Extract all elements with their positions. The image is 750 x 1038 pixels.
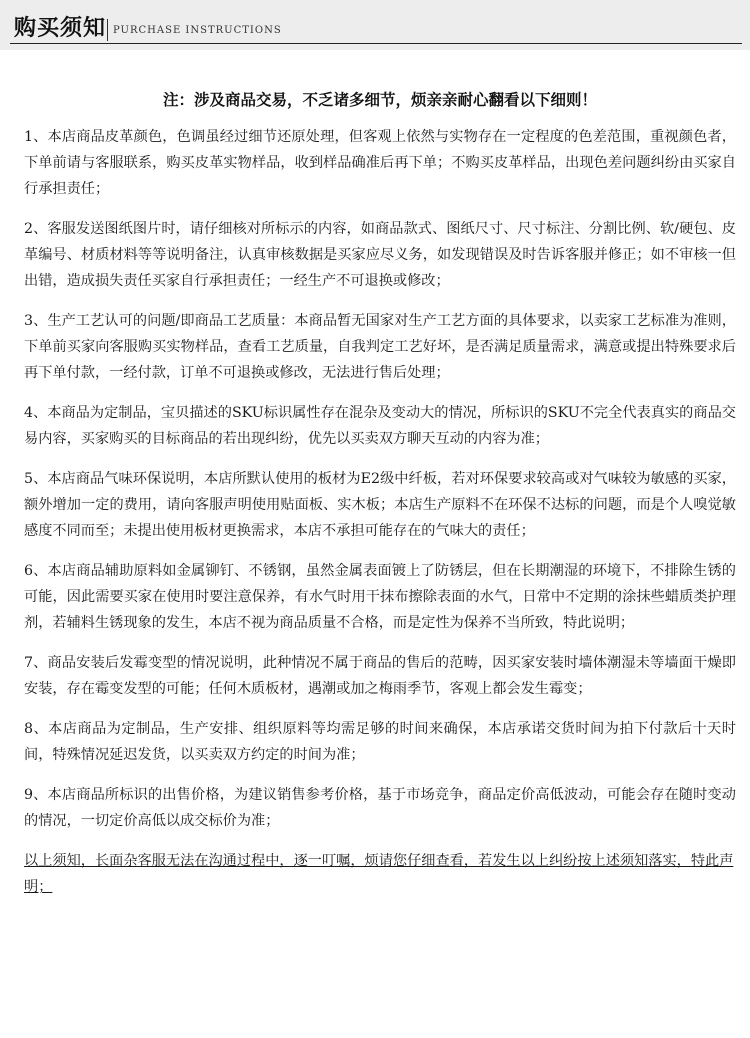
instruction-item-7: 7、商品安装后发霉变型的情况说明，此种情况不属于商品的售后的范畴，因买家安装时墙体潮湿未等墙面干燥即安装，存在霉变发型的可能；任何木质板材，遇潮或加之梅雨季节，客观上都会发生霉变； bbox=[24, 655, 736, 697]
notice-heading: 注：涉及商品交易，不乏诸多细节，烦亲亲耐心翻看以下细则！ bbox=[162, 90, 597, 109]
instruction-item-5: 5、本店商品气味环保说明，本店所默认使用的板材为E2级中纤板，若对环保要求较高或对气味较为敏感的买家，额外增加一定的费用，请向客服声明使用贴面板、实木板；本店生产原料不在环保不达标的问题，而是个人嗅觉敏感度不同而至；未提出使用板材更换需求，本店不承担可能存在的气味大的责任； bbox=[24, 471, 736, 539]
instruction-item-6: 6、本店商品辅助原料如金属铆钉、不锈钢，虽然金属表面镀上了防锈层，但在长期潮湿的环境下，不排除生锈的可能，因此需要买家在使用时要注意保养，有水气时用干抹布擦除表面的水气，日常中不定期的涂抹些蜡质类护理剂，若辅料生锈现象的发生，本店不视为商品质量不合格，而是定性为保养不当所致，特此说明； bbox=[24, 563, 736, 631]
instructions-body bbox=[24, 90, 736, 900]
page-title: 购买须知 bbox=[14, 15, 107, 41]
instruction-item-2: 2、客服发送图纸图片时，请仔细核对所标示的内容，如商品款式、图纸尺寸、尺寸标注、分割比例、软/硬包、皮革编号、材质材料等等说明备注，认真审核数据是买家应尽义务，如发现错误及时告诉客服并修正；如不审核一但出错，造成损失责任买家自行承担责任；一经生产不可退换或修改； bbox=[24, 221, 736, 289]
instruction-item-9: 9、本店商品所标识的出售价格，为建议销售参考价格，基于市场竞争，商品定价高低波动，可能会存在随时变动的情况，一切定价高低以成交标价为准； bbox=[24, 787, 736, 829]
instruction-item-1: 1、本店商品皮革颜色，色调虽经过细节还原处理，但客观上依然与实物存在一定程度的色差范围，重视颜色者，下单前请与客服联系，购买皮革实物样品，收到样品确准后再下单；不购买皮革样品，出现色差问题纠纷由买家自行承担责任； bbox=[24, 129, 736, 197]
closing-statement: 以上须知，长面杂客服无法在沟通过程中，逐一叮嘱，烦请您仔细查看，若发生以上纠纷按上述须知落实，特此声明； bbox=[24, 853, 734, 895]
instruction-item-3: 3、生产工艺认可的问题/即商品工艺质量：本商品暂无国家对生产工艺方面的具体要求，以卖家工艺标准为准则，下单前买家向客服购买实物样品，查看工艺质量，自我判定工艺好坏，是否满足质量需求，满意或提出特殊要求后再下单付款，一经付款，订单不可退换或修改，无法进行售后处理； bbox=[24, 313, 736, 381]
instruction-item-4: 4、本商品为定制品，宝贝描述的SKU标识属性存在混杂及变动大的情况，所标识的SKU不完全代表真实的商品交易内容，买家购买的目标商品的若出现纠纷，优先以买卖双方聊天互动的内容为准； bbox=[24, 405, 736, 447]
header-underline bbox=[10, 43, 742, 44]
page-subtitle: PURCHASE INSTRUCTIONS bbox=[113, 25, 282, 36]
instruction-item-8: 8、本店商品为定制品，生产安排、组织原料等均需足够的时间来确保，本店承诺交货时间为拍下付款后十天时间，特殊情况延迟发货，以买卖双方约定的时间为准； bbox=[24, 721, 736, 763]
header-divider bbox=[107, 19, 108, 41]
